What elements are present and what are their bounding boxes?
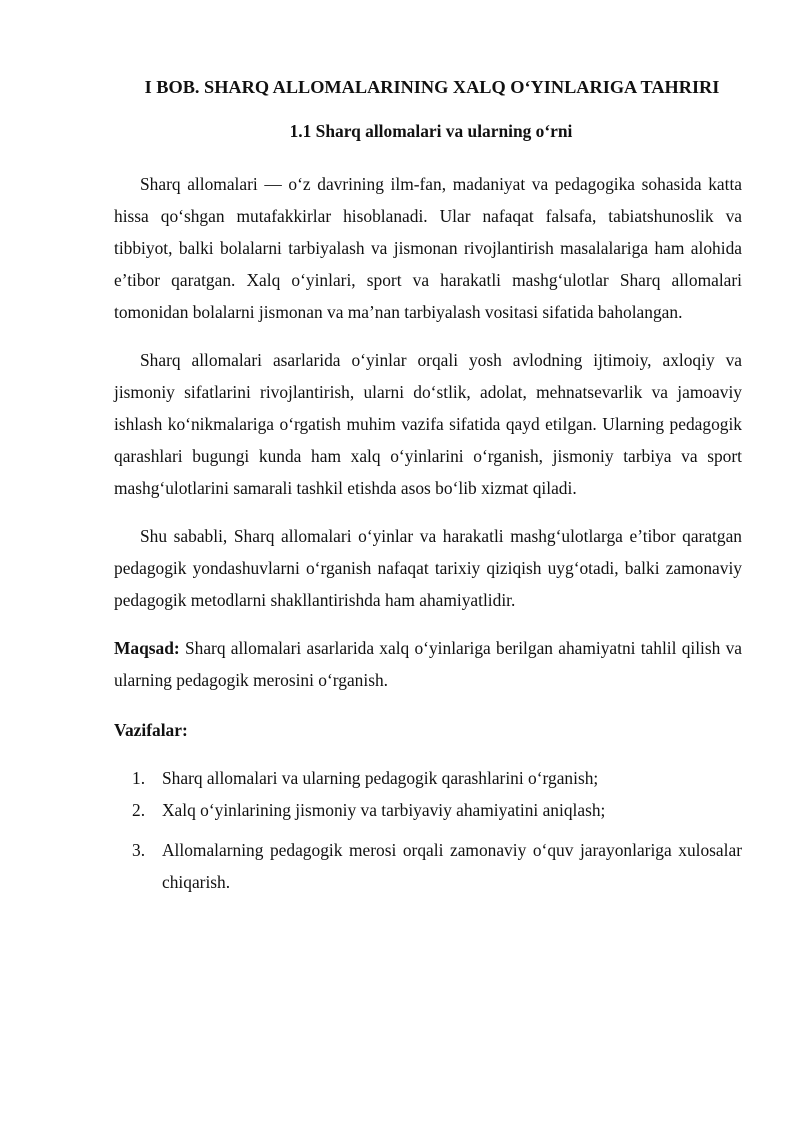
task-number: 3. (132, 840, 146, 860)
goal-text: Sharq allomalari asarlarida xalq o‘yinlariga berilgan ahamiyatni tahlil qilish va ularning pedagogik merosini o‘rganish. (114, 638, 742, 690)
task-text: Allomalarning pedagogik merosi orqali zamonaviy o‘quv jarayonlariga xulosalar chiqarish. (162, 840, 742, 892)
tasks-heading: Vazifalar: (114, 720, 188, 740)
task-item-1 (114, 762, 742, 794)
task-number: 2. (132, 800, 146, 820)
task-item-3 (114, 834, 742, 898)
intro-paragraph: Sharq allomalari — o‘z davrining ilm-fan, madaniyat va pedagogika sohasida katta hissa qo‘shgan mutafakkirlar hisoblanadi. Ular nafaqat falsafa, tabiatshunoslik va tibbiyot, balki bolalarni tarbiyalash va jismonan rivojlantirish masalalariga ham alohida e’tibor qaratgan. Xalq o‘yinlari, sport va harakatli mashg‘ulotlar Sharq allomalari tomonidan bolalarni jismonan va ma’nan tarbiyalash vositasi sifatida baholangan. (114, 174, 742, 322)
chapter-title: I BOB. SHARQ ALLOMALARINING XALQ O‘YINLARIGA TAHRIRI (144, 77, 720, 97)
task-text: Xalq o‘yinlarining jismoniy va tarbiyaviy ahamiyatini aniqlash; (162, 800, 606, 820)
task-list (114, 762, 742, 898)
task-number: 1. (132, 768, 146, 788)
goal-label: Maqsad: (114, 638, 180, 658)
body-paragraph-2: Sharq allomalari asarlarida o‘yinlar orqali yosh avlodning ijtimoiy, axloqiy va jismoniy sifatlarini rivojlantirish, ularni do‘stlik, adolat, mehnatsevarlik va jamoaviy ishlash ko‘nikmalariga o‘rgatish muhim vazifa sifatida qayd etilgan. Ularning pedagogik qarashlari bugungi kunda ham xalq o‘yinlarini o‘rganish, jismoniy tarbiya va sport mashg‘ulotlarini samarali tashkil etishda asos bo‘lib xizmat qiladi. (114, 350, 742, 498)
task-item-2 (114, 794, 742, 826)
body-paragraph-3: Shu sababli, Sharq allomalari o‘yinlar va harakatli mashg‘ulotlarga e’tibor qaratgan pedagogik yondashuvlarni o‘rganish nafaqat tarixiy qiziqish uyg‘otadi, balki zamonaviy pedagogik metodlarni shakllantirishda ham ahamiyatlidir. (114, 526, 742, 610)
task-text: Sharq allomalari va ularning pedagogik qarashlarini o‘rganish; (162, 768, 599, 788)
goal-paragraph (114, 632, 742, 696)
section-title: 1.1 Sharq allomalari va ularning o‘rni (289, 121, 573, 141)
